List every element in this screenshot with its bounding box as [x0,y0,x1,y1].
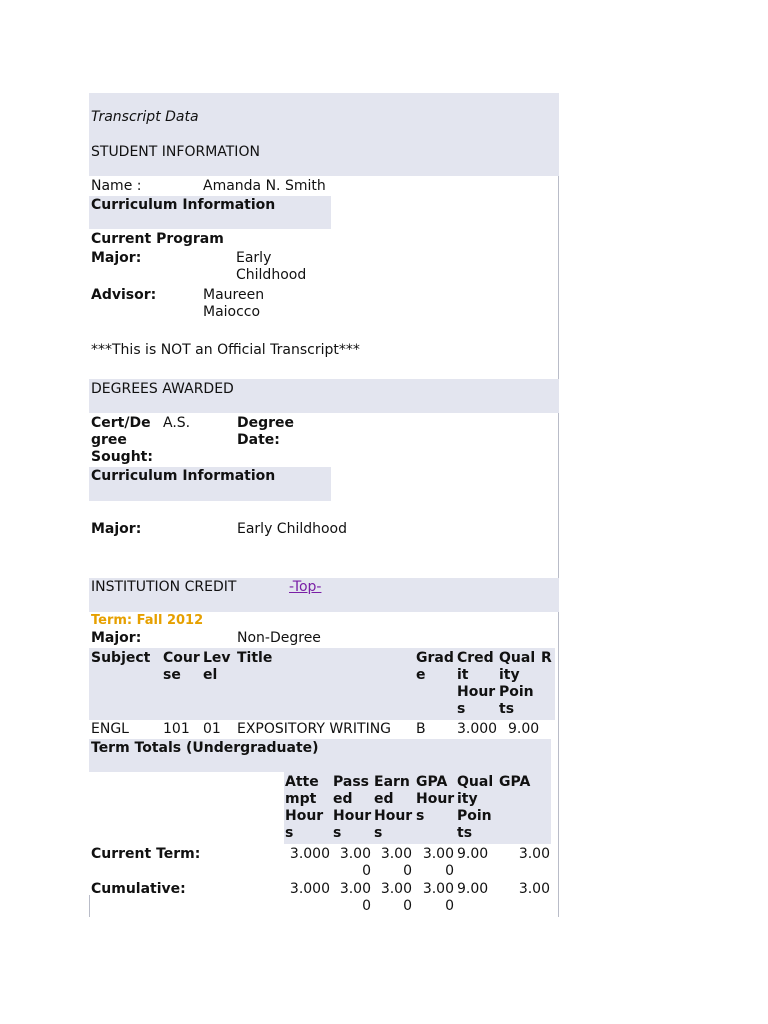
cumulative-passed: 3.00 0 [339,881,371,914]
term-label: Term: Fall 2012 [91,613,204,628]
col-attempt-hours: Atte mpt Hour s [285,774,324,841]
degrees-major-value: Early Childhood [237,521,348,537]
institution-major-value: Non-Degree [237,630,321,646]
current-passed: 3.00 0 [339,846,371,879]
advisor-value: Maureen Maiocco [203,287,265,320]
page-title: Transcript Data [91,109,199,125]
cumulative-label: Cumulative: [91,881,186,897]
container-left-border [89,895,90,917]
current-program-label: Current Program [91,231,224,247]
col-subject: Subject [91,650,151,666]
col-passed-hours: Pass ed Hour s [333,774,372,841]
cumulative-earned: 3.00 0 [380,881,412,914]
course-quality: 9.00 [508,721,540,737]
cumulative-quality: 9.00 [457,881,489,897]
col-gpa-hours: GPA Hour s [416,774,455,824]
course-title: EXPOSITORY WRITING [237,721,392,737]
advisor-label: Advisor: [91,287,157,303]
col-r: R [541,650,552,666]
disclaimer-text: ***This is NOT an Official Transcript*** [91,342,360,358]
col-quality-points: Qual ity Poin ts [499,650,536,717]
col-level: Lev el [203,650,231,683]
container-right-border [558,143,559,917]
institution-header: INSTITUTION CREDIT [91,579,237,595]
curriculum-header: Curriculum Information [91,197,276,213]
course-grade: B [416,721,426,737]
col-earned-hours: Earn ed Hour s [374,774,413,841]
course-subject: ENGL [91,721,129,737]
cumulative-attempt: 3.000 [289,881,330,897]
col-total-quality: Qual ity Poin ts [457,774,494,841]
totals-header: Term Totals (Undergraduate) [91,740,319,756]
cert-degree-value: A.S. [163,415,191,431]
degrees-major-label: Major: [91,521,142,537]
cumulative-gpa: 3.00 [518,881,550,897]
course-credit: 3.000 [457,721,498,737]
top-link[interactable]: -Top- [289,579,322,595]
col-course: Cour se [163,650,200,683]
name-label: Name : [91,178,142,194]
degree-date-label: Degree Date: [237,415,295,448]
student-info-header: STUDENT INFORMATION [91,144,260,160]
col-title: Title [237,650,273,666]
course-number: 101 [163,721,190,737]
degrees-curriculum-header: Curriculum Information [91,468,276,484]
current-term-label: Current Term: [91,846,201,862]
cert-degree-label: Cert/De gree Sought: [91,415,153,465]
current-attempt: 3.000 [289,846,330,862]
name-value: Amanda N. Smith [203,178,326,194]
current-quality: 9.00 [457,846,489,862]
col-gpa: GPA [499,774,531,790]
course-level: 01 [203,721,221,737]
degrees-header: DEGREES AWARDED [91,381,234,397]
cumulative-gpa-hours: 3.00 0 [422,881,454,914]
major-value: Early Childhood [236,250,307,283]
major-label: Major: [91,250,142,266]
institution-major-label: Major: [91,630,142,646]
col-credit-hours: Cred it Hour s [457,650,496,717]
col-grade: Grad e [416,650,454,683]
current-earned: 3.00 0 [380,846,412,879]
current-gpa: 3.00 [518,846,550,862]
current-gpa-hours: 3.00 0 [422,846,454,879]
